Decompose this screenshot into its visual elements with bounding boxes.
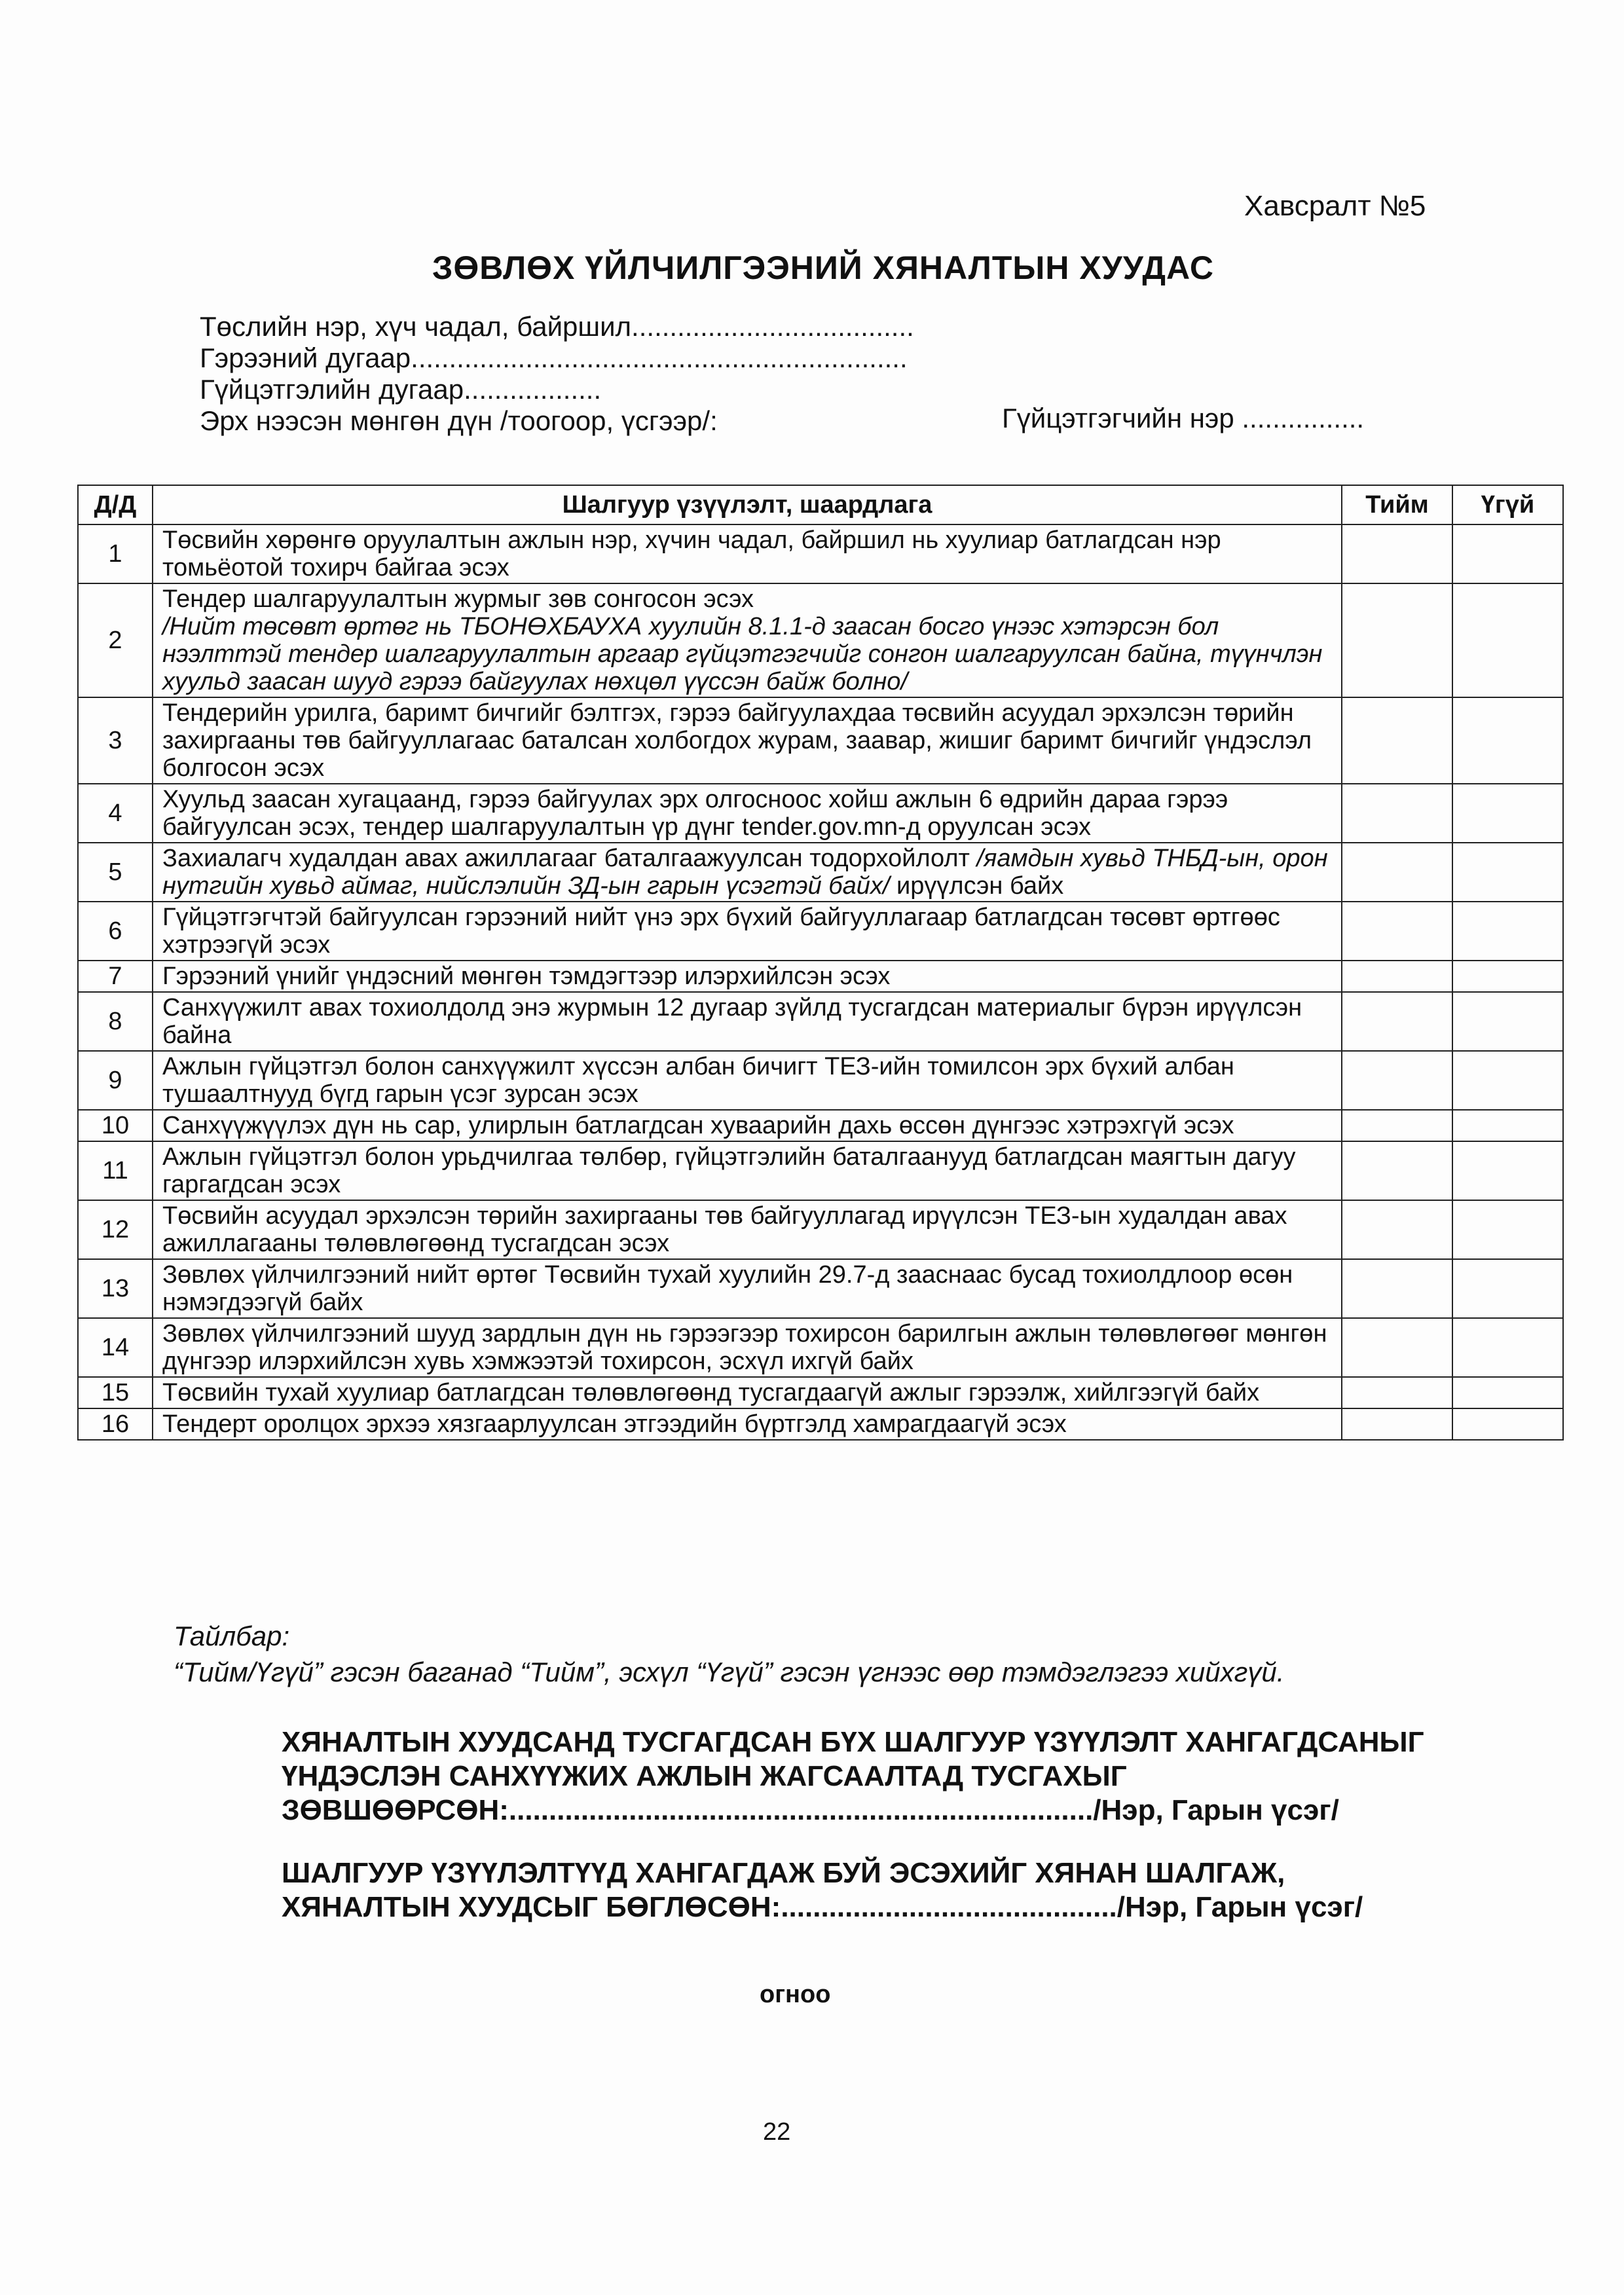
table-row [78, 1318, 1563, 1377]
row-criteria: Ажлын гүйцэтгэл болон урьдчилгаа төлбөр, гүйцэтгэлийн баталгаанууд батлагдсан маягтын дагуу гаргагдсан эсэх [153, 1141, 1342, 1200]
yes-cell[interactable] [1342, 992, 1452, 1051]
row-criteria: Гэрээний үнийг үндэсний мөнгөн тэмдэгтээр илэрхийлсэн эсэх [153, 961, 1342, 992]
row-criteria-note: /Нийт төсөвт өртөг нь ТБОНӨХБАУХА хуулийн 8.1.1-д заасан босго үнээс хэтэрсэн бол нээлттэй тендер шалгаруулалтын аргаар гүйцэтгэгчийг сонгон шалгаруулсан байна, түүнчлэн хуульд заасан шууд гэрээ байгуулах нөхцөл үүссэн байж болно/ [162, 613, 1323, 695]
approval-line-1: ХЯНАЛТЫН ХУУДСАНД ТУСГАГДСАН БҮХ ШАЛГУУР ҮЗҮҮЛЭЛТ ХАНГАГДСАНЫГ [282, 1726, 1424, 1758]
row-number: 9 [78, 1051, 153, 1110]
no-cell[interactable] [1452, 843, 1563, 902]
contractor-name-field: Гүйцэтгэгчийн нэр ................ [1002, 403, 1365, 433]
table-row [78, 784, 1563, 843]
row-number: 4 [78, 784, 153, 843]
table-row [78, 843, 1563, 902]
row-criteria [153, 583, 1342, 697]
yes-cell[interactable] [1342, 1051, 1452, 1110]
yes-cell[interactable] [1342, 1377, 1452, 1408]
no-cell[interactable] [1452, 1110, 1563, 1141]
date-label: огноо [760, 1981, 831, 2008]
table-row [78, 583, 1563, 697]
table-row [78, 1141, 1563, 1200]
yes-cell[interactable] [1342, 1259, 1452, 1318]
no-cell[interactable] [1452, 1377, 1563, 1408]
row-number: 12 [78, 1200, 153, 1259]
row-criteria: Төсвийн асуудал эрхэлсэн төрийн захиргааны төв байгууллагад ирүүлсэн ТЕЗ-ын худалдан авах ажиллагааны төлөвлөгөөнд тусгагдсан эсэх [153, 1200, 1342, 1259]
no-cell[interactable] [1452, 992, 1563, 1051]
no-cell[interactable] [1452, 1259, 1563, 1318]
project-name-field: Төслийн нэр, хүч чадал, байршил..................................... [200, 311, 914, 342]
row-number: 5 [78, 843, 153, 902]
row-number: 7 [78, 961, 153, 992]
table-row [78, 524, 1563, 583]
note-label: Тайлбар: [174, 1621, 290, 1651]
checked-line-1: ШАЛГУУР ҮЗҮҮЛЭЛТҮҮД ХАНГАГДАЖ БУЙ ЭСЭХИЙГ ХЯНАН ШАЛГАЖ, [282, 1857, 1285, 1889]
row-criteria: Ажлын гүйцэтгэл болон санхүүжилт хүссэн албан бичигт ТЕЗ-ийн томилсон эрх бүхий албан тушаалтнууд бүгд гарын үсэг зурсан эсэх [153, 1051, 1342, 1110]
no-cell[interactable] [1452, 1051, 1563, 1110]
table-row [78, 1408, 1563, 1440]
row-number: 16 [78, 1408, 153, 1440]
no-cell[interactable] [1452, 1141, 1563, 1200]
row-number: 13 [78, 1259, 153, 1318]
row-criteria: Зөвлөх үйлчилгээний нийт өртөг Төсвийн тухай хуулийн 29.7-д зааснаас бусад тохиолдлоор өсөн нэмэгдээгүй байх [153, 1259, 1342, 1318]
row-number: 2 [78, 583, 153, 697]
row-number: 15 [78, 1377, 153, 1408]
no-cell[interactable] [1452, 961, 1563, 992]
table-row [78, 1110, 1563, 1141]
page-number: 22 [763, 2118, 791, 2146]
table-row [78, 902, 1563, 961]
note-text: “Тийм/Үгүй” гэсэн баганад “Тийм”, эсхүл “Үгүй” гэсэн үгнээс өөр тэмдэглэгээ хийхгүй. [174, 1657, 1285, 1687]
yes-cell[interactable] [1342, 1200, 1452, 1259]
no-cell[interactable] [1452, 1318, 1563, 1377]
row-criteria: Зөвлөх үйлчилгээний шууд зардлын дүн нь гэрээгээр тохирсон барилгын ажлын төлөвлөгөөг мөнгөн дүнгээр илэрхийлсэн хувь хэмжээтэй тохирсон, эсхүл ихгүй байх [153, 1318, 1342, 1377]
header-num: Д/Д [78, 485, 153, 524]
row-number: 10 [78, 1110, 153, 1141]
table-row [78, 1259, 1563, 1318]
table-row [78, 992, 1563, 1051]
yes-cell[interactable] [1342, 524, 1452, 583]
row-criteria: Тендерт оролцох эрхээ хязгаарлуулсан этгээдийн бүртгэлд хамрагдаагүй эсэх [153, 1408, 1342, 1440]
project-info [200, 311, 914, 437]
approval-block [282, 1725, 1424, 1827]
row-criteria-text: Тендер шалгаруулалтын журмыг зөв сонгосон эсэх [162, 585, 754, 613]
row-criteria: Төсвийн хөрөнгө оруулалтын ажлын нэр, хүчин чадал, байршил нь хуулиар батлагдсан нэр томьёотой тохирч байгаа эсэх [153, 524, 1342, 583]
yes-cell[interactable] [1342, 843, 1452, 902]
table-row [78, 1377, 1563, 1408]
row-criteria: Гүйцэтгэгчтэй байгуулсан гэрээний нийт үнэ эрх бүхий байгууллагаар батлагдсан төсөвт өртгөөс хэтрээгүй эсэх [153, 902, 1342, 961]
row-number: 6 [78, 902, 153, 961]
checked-block [282, 1856, 1363, 1924]
row-criteria: Хуульд заасан хугацаанд, гэрээ байгуулах эрх олгосноос хойш ажлын 6 өдрийн дараа гэрээ байгуулсан эсэх, тендер шалгаруулалтын үр дүнг tender.gov.mn-д оруулсан эсэх [153, 784, 1342, 843]
header-yes: Тийм [1342, 485, 1452, 524]
table-row [78, 1051, 1563, 1110]
approval-signature-line: ЗӨВШӨӨРСӨН:........................................................................./Нэр, Гарын үсэг/ [282, 1794, 1339, 1826]
performance-number-field: Гүйцэтгэлийн дугаар.................. [200, 374, 602, 405]
yes-cell[interactable] [1342, 1110, 1452, 1141]
row-criteria-note: /яамдын хувьд ТНБД-ын, орон нутгийн хувьд аймаг, нийслэлийн ЗД-ын гарын үсэгтэй байх/ [162, 845, 1328, 900]
no-cell[interactable] [1452, 697, 1563, 784]
yes-cell[interactable] [1342, 583, 1452, 697]
no-cell[interactable] [1452, 1408, 1563, 1440]
header-no: Үгүй [1452, 485, 1563, 524]
yes-cell[interactable] [1342, 902, 1452, 961]
row-criteria: Тендерийн урилга, баримт бичгийг бэлтгэх, гэрээ байгуулахдаа төсвийн асуудал эрхэлсэн төрийн захиргааны төв байгууллагаас баталсан холбогдох журам, заавар, жишиг баримт бичгийг үндэслэл болгосон эсэх [153, 697, 1342, 784]
approval-line-2: ҮНДЭСЛЭН САНХҮҮЖИХ АЖЛЫН ЖАГСААЛТАД ТУСГАХЫГ [282, 1760, 1127, 1792]
no-cell[interactable] [1452, 784, 1563, 843]
row-number: 14 [78, 1318, 153, 1377]
row-criteria: Санхүүжилт авах тохиолдолд энэ журмын 12 дугаар зүйлд тусгагдсан материалыг бүрэн ирүүлсэн байна [153, 992, 1342, 1051]
row-criteria: Төсвийн тухай хуулиар батлагдсан төлөвлөгөөнд тусгагдаагүй ажлыг гэрээлж, хийлгээгүй байх [153, 1377, 1342, 1408]
row-criteria-tail: ирүүлсэн байх [889, 872, 1064, 900]
yes-cell[interactable] [1342, 784, 1452, 843]
table-row [78, 697, 1563, 784]
table-row [78, 1200, 1563, 1259]
yes-cell[interactable] [1342, 961, 1452, 992]
row-number: 3 [78, 697, 153, 784]
row-criteria [153, 843, 1342, 902]
row-number: 1 [78, 524, 153, 583]
document-title: ЗӨВЛӨХ ҮЙЛЧИЛГЭЭНИЙ ХЯНАЛТЫН ХУУДАС [432, 249, 1214, 286]
no-cell[interactable] [1452, 524, 1563, 583]
amount-field: Эрх нээсэн мөнгөн дүн /тоогоор, үсгээр/: [200, 405, 718, 436]
yes-cell[interactable] [1342, 1318, 1452, 1377]
no-cell[interactable] [1452, 902, 1563, 961]
header-criteria: Шалгуур үзүүлэлт, шаардлага [153, 485, 1342, 524]
yes-cell[interactable] [1342, 1141, 1452, 1200]
row-criteria-text: Захиалагч худалдан авах ажиллагааг баталгаажуулсан тодорхойлолт [162, 845, 970, 872]
yes-cell[interactable] [1342, 697, 1452, 784]
row-number: 11 [78, 1141, 153, 1200]
table-header-row [78, 485, 1563, 524]
yes-cell[interactable] [1342, 1408, 1452, 1440]
row-criteria: Санхүүжүүлэх дүн нь сар, улирлын батлагдсан хуваарийн дахь өссөн дүнгээс хэтрэхгүй эсэх [153, 1110, 1342, 1141]
contract-number-field: Гэрээний дугаар................................................................. [200, 342, 908, 373]
appendix-label: Хавсралт №5 [1244, 190, 1426, 222]
no-cell[interactable] [1452, 583, 1563, 697]
row-number: 8 [78, 992, 153, 1051]
checked-signature-line: ХЯНАЛТЫН ХУУДСЫГ БӨГЛӨСӨН:........................................../Нэр, Гарын үсэг/ [282, 1891, 1363, 1923]
no-cell[interactable] [1452, 1200, 1563, 1259]
criteria-table [77, 485, 1564, 1441]
table-row [78, 961, 1563, 992]
